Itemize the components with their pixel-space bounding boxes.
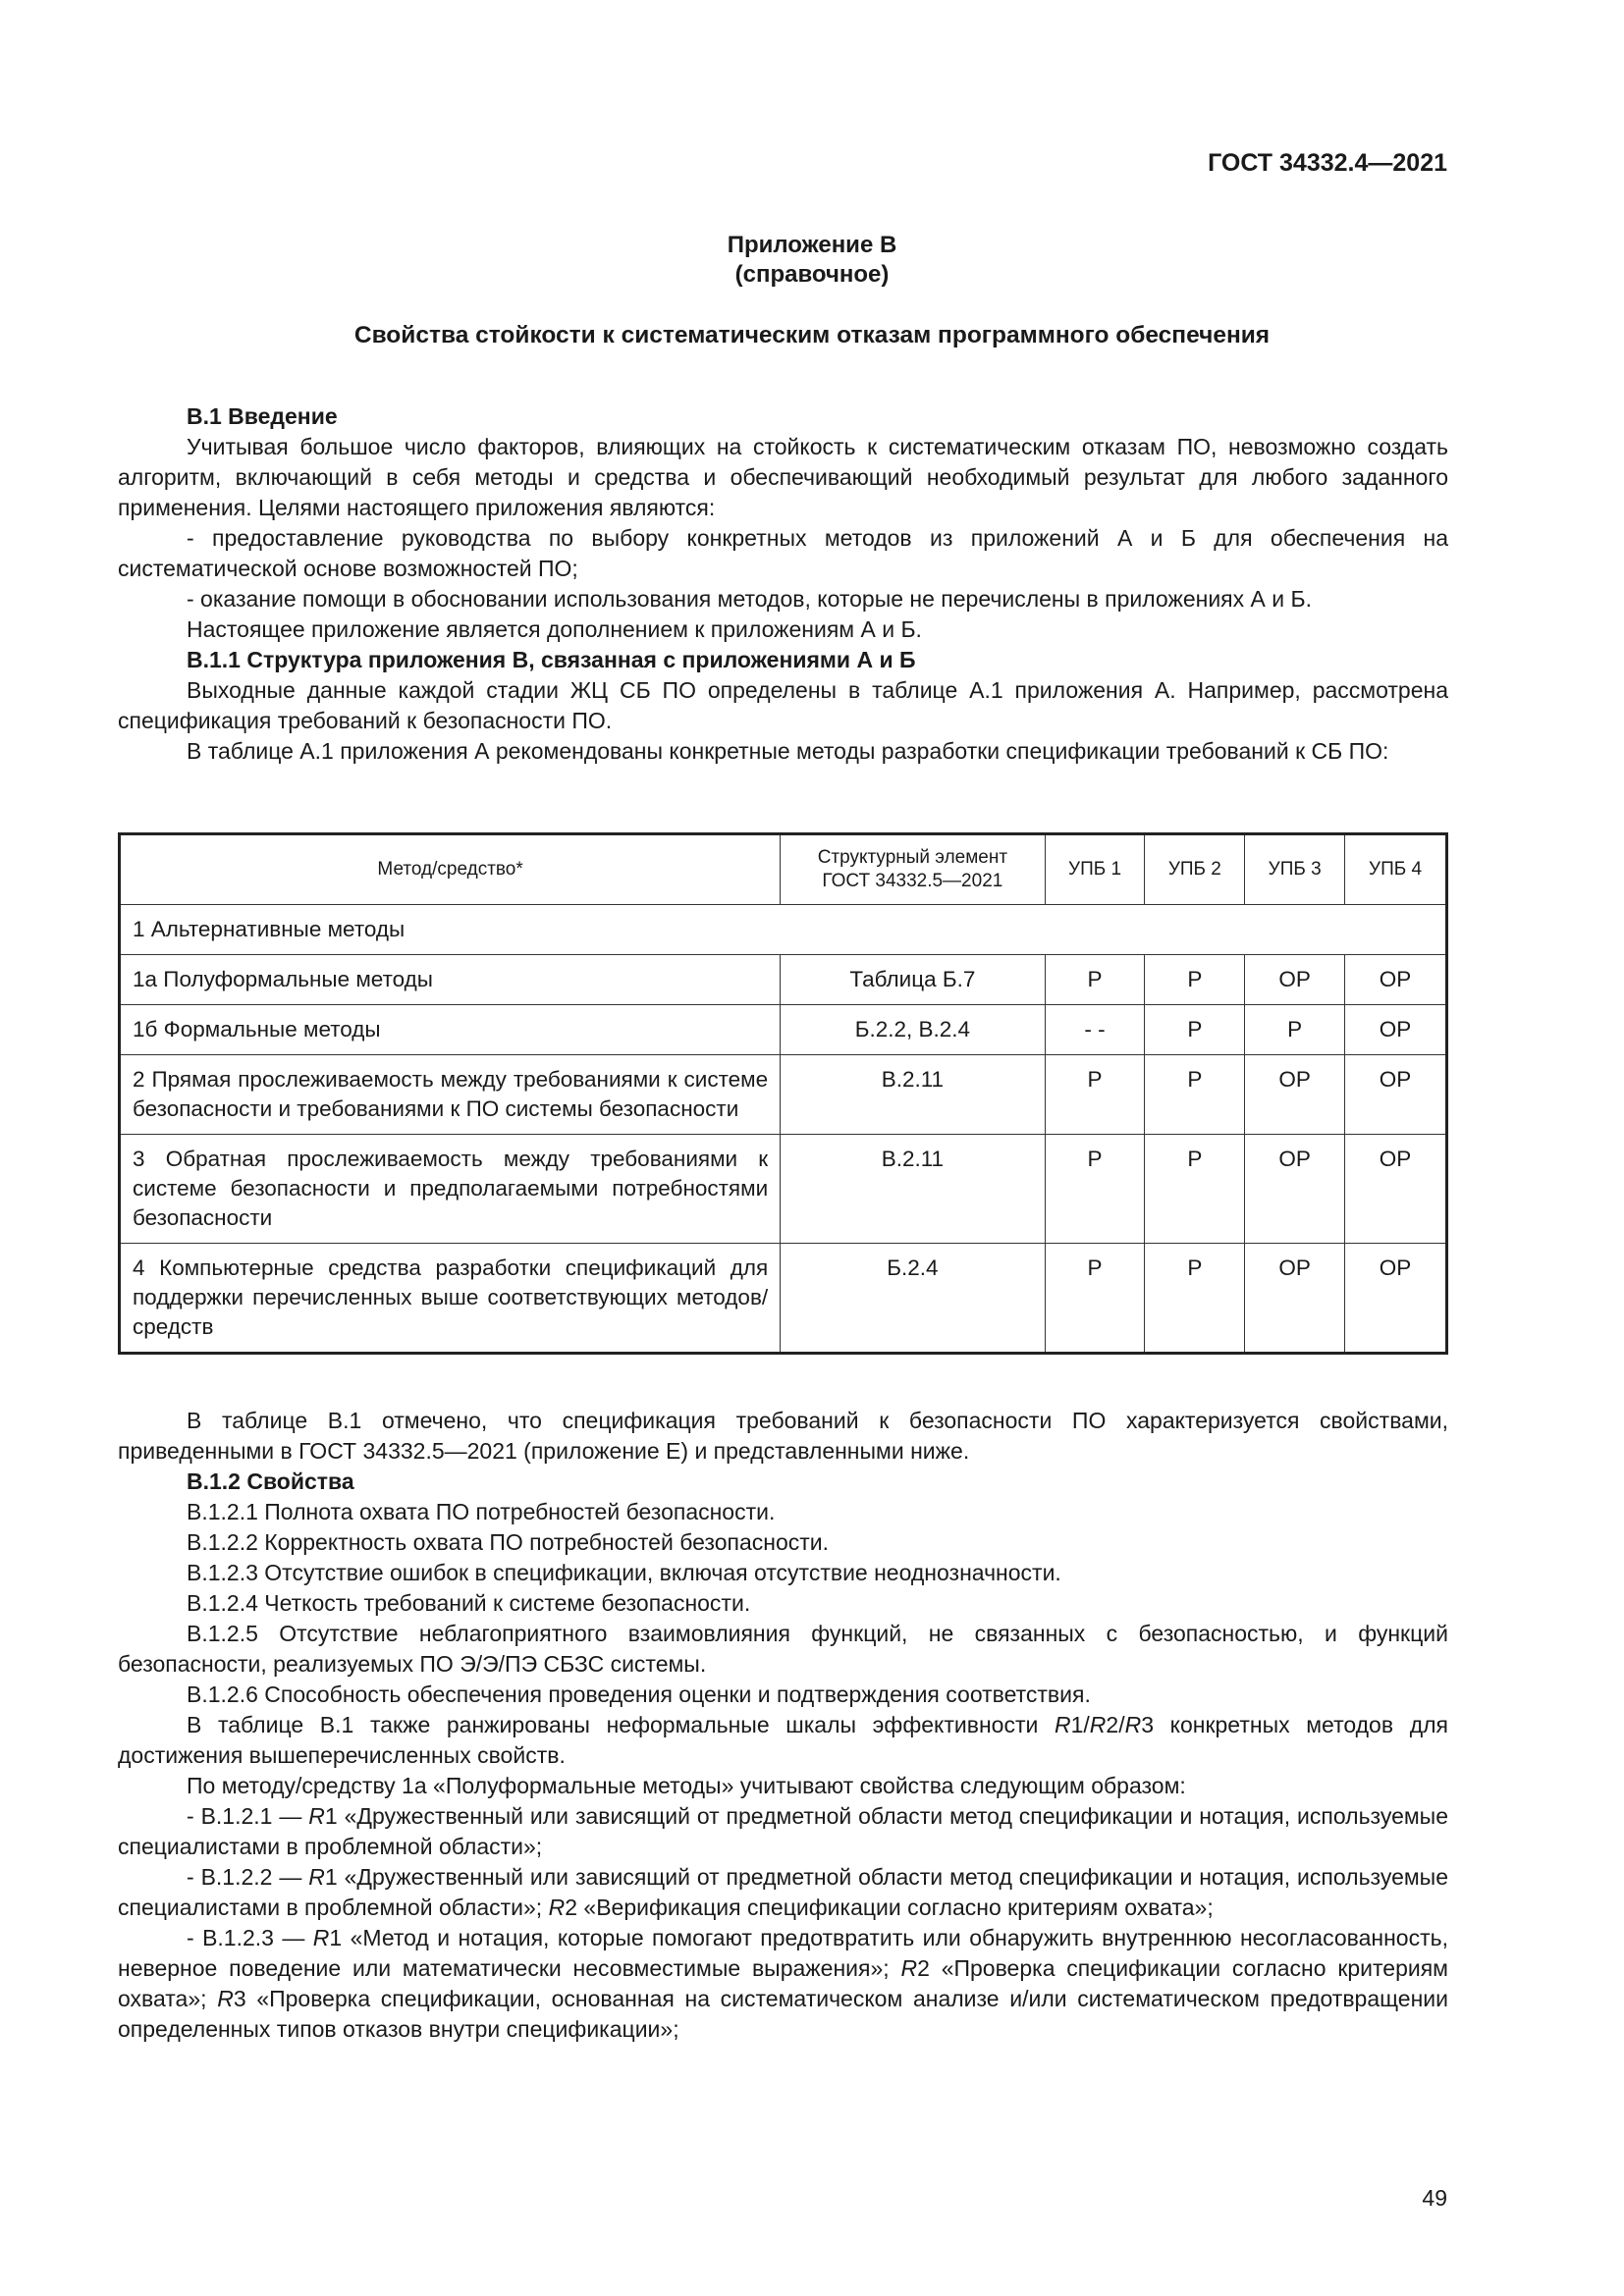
table-header-row (120, 834, 1447, 905)
row-upb1: Р (1045, 955, 1145, 1005)
intro-paragraph-1: Учитывая большое число факторов, влияющих на стойкость к систематическим отказам ПО, невозможно создать алгоритм, включающий в себя методы и средства и обеспечивающий необходимый результат для любого заданного применения. Целями настоящего приложения являются: (118, 434, 1448, 520)
bullet-2-text-2: 2 «Верификация спецификации согласно критериям охвата»; (565, 1895, 1214, 1920)
bullet-3-prefix: - В.1.2.3 — (187, 1925, 313, 1950)
bullet-1-prefix: - В.1.2.1 — (187, 1803, 309, 1829)
table-row (120, 1135, 1447, 1244)
row-upb2: Р (1145, 1244, 1245, 1354)
row-upb2: Р (1145, 1055, 1245, 1135)
property-item: В.1.2.1 Полнота охвата ПО потребностей безопасности. (187, 1499, 776, 1524)
table-row (120, 1005, 1447, 1055)
method-intro-paragraph: По методу/средству 1а «Полуформальные методы» учитывают свойства следующим образом: (187, 1773, 1186, 1798)
intro-paragraph-4: Настоящее приложение является дополнением к приложениям А и Б. (187, 616, 922, 642)
properties-section (118, 1406, 1448, 2045)
header-upb1: УПБ 1 (1045, 834, 1145, 905)
row-upb4: ОР (1345, 1055, 1447, 1135)
row-ref: Б.2.2, В.2.4 (781, 1005, 1045, 1055)
ranking-text-b: 3 конкретных методов для достижения вышеперечисленных свойств. (118, 1712, 1448, 1768)
intro-section (118, 401, 1448, 767)
section-title: Свойства стойкости к систематическим отказам программного обеспечения (353, 322, 1271, 348)
ranking-s2: 2/ (1106, 1712, 1125, 1737)
row-upb2: Р (1145, 955, 1245, 1005)
row-method: 4 Компьютерные средства разработки спецификаций для поддержки перечисленных выше соответствующих методов/средств (120, 1244, 781, 1354)
row-upb3: ОР (1245, 1055, 1345, 1135)
standard-header: ГОСТ 34332.4—2021 (1208, 149, 1447, 177)
intro-paragraph-2: - предоставление руководства по выбору конкретных методов из приложений А и Б для обеспечения на систематической основе возможностей ПО; (118, 525, 1448, 581)
row-upb2: Р (1145, 1005, 1245, 1055)
property-item: В.1.2.2 Корректность охвата ПО потребностей безопасности. (187, 1529, 830, 1555)
property-item: В.1.2.4 Четкость требований к системе безопасности. (187, 1590, 751, 1616)
bullet-1-text: 1 «Дружественный или зависящий от предметной области метод спецификации и нотация, используемые специалистами в проблемной области»; (118, 1803, 1449, 1859)
bullet-3-r2: R (900, 1955, 918, 1981)
bullet-2-r: R (308, 1864, 325, 1890)
property-item: В.1.2.6 Способность обеспечения проведения оценки и подтверждения соответствия. (187, 1682, 1091, 1707)
bullet-1 (118, 1801, 1448, 1862)
bullet-2-prefix: - В.1.2.2 — (187, 1864, 309, 1890)
ranking-paragraph (118, 1710, 1448, 1771)
row-ref: В.2.11 (781, 1055, 1045, 1135)
bullet-3-text: 1 «Метод и нотация, которые помогают предотвратить или обнаружить внутреннюю несогласованность, неверное поведение или математически несовместимые выражения»; (118, 1925, 1449, 1981)
properties-heading: В.1.2 Свойства (187, 1468, 354, 1494)
table-row (120, 1244, 1447, 1354)
ranking-text-a: В таблице В.1 также ранжированы неформальные шкалы эффективности (187, 1712, 1055, 1737)
row-upb3: ОР (1245, 1244, 1345, 1354)
structure-paragraph-1: Выходные данные каждой стадии ЖЦ СБ ПО определены в таблице А.1 приложения А. Например, рассмотрена спецификация требований к безопасности ПО. (118, 677, 1448, 733)
row-upb3: Р (1245, 1005, 1345, 1055)
bullet-2 (118, 1862, 1448, 1923)
intro-heading: В.1 Введение (187, 403, 338, 429)
bullet-3-text-2: 2 «Проверка спецификации согласно критериям охвата»; (118, 1955, 1448, 2011)
ranking-r1: R (1054, 1712, 1071, 1737)
row-upb4: ОР (1345, 1005, 1447, 1055)
row-method: 1а Полуформальные методы (120, 955, 781, 1005)
bullet-3-text-3: 3 «Проверка спецификации, основанная на систематическом анализе и/или систематическом предотвращении определенных типов отказов внутри спецификации»; (118, 1986, 1448, 2042)
row-upb4: ОР (1345, 1244, 1447, 1354)
appendix-subtitle: (справочное) (734, 261, 890, 288)
property-item: В.1.2.5 Отсутствие неблагоприятного взаимовлияния функций, не связанных с безопасностью, и функций безопасности, реализуемых ПО Э/Э/ПЭ СБЗС системы. (118, 1621, 1448, 1677)
appendix-title: Приложение В (727, 232, 897, 258)
row-upb1: Р (1045, 1055, 1145, 1135)
ranking-r2: R (1089, 1712, 1107, 1737)
bullet-3 (118, 1923, 1448, 2045)
row-ref: В.2.11 (781, 1135, 1045, 1244)
row-ref: Б.2.4 (781, 1244, 1045, 1354)
intro-paragraph-3: - оказание помощи в обосновании использования методов, которые не перечислены в приложениях А и Б. (187, 586, 1312, 612)
ranking-s1: 1/ (1070, 1712, 1090, 1737)
row-upb3: ОР (1245, 1135, 1345, 1244)
table-row (120, 1055, 1447, 1135)
header-upb3: УПБ 3 (1245, 834, 1345, 905)
row-method: 1б Формальные методы (120, 1005, 781, 1055)
methods-table (118, 832, 1448, 1355)
bullet-2-text: 1 «Дружественный или зависящий от предметной области метод спецификации и нотация, используемые специалистами в проблемной области»; (118, 1864, 1449, 1920)
structure-paragraph-2: В таблице А.1 приложения А рекомендованы конкретные методы разработки спецификации требований к СБ ПО: (187, 738, 1389, 764)
after-table-paragraph: В таблице В.1 отмечено, что спецификация требований к безопасности ПО характеризуется свойствами, приведенными в ГОСТ 34332.5—2021 (приложение Е) и представленными ниже. (118, 1408, 1448, 1464)
bullet-1-r: R (308, 1803, 325, 1829)
row-upb3: ОР (1245, 955, 1345, 1005)
row-method: 2 Прямая прослеживаемость между требованиями к системе безопасности и требованиями к ПО системы безопасности (120, 1055, 781, 1135)
structure-heading: В.1.1 Структура приложения В, связанная с приложениями А и Б (187, 647, 916, 672)
header-method: Метод/средство* (120, 834, 781, 905)
header-upb2: УПБ 2 (1145, 834, 1245, 905)
group-label: 1 Альтернативные методы (120, 905, 1447, 955)
row-upb1: Р (1045, 1135, 1145, 1244)
bullet-3-r3: R (217, 1986, 234, 2011)
table-group-row (120, 905, 1447, 955)
row-method: 3 Обратная прослеживаемость между требованиями к системе безопасности и предполагаемыми потребностями безопасности (120, 1135, 781, 1244)
bullet-3-r: R (312, 1925, 330, 1950)
row-upb4: ОР (1345, 955, 1447, 1005)
ranking-r3: R (1124, 1712, 1142, 1737)
property-item: В.1.2.3 Отсутствие ошибок в спецификации, включая отсутствие неоднозначности. (187, 1560, 1061, 1585)
header-upb4: УПБ 4 (1345, 834, 1447, 905)
row-upb4: ОР (1345, 1135, 1447, 1244)
table-row (120, 955, 1447, 1005)
row-upb2: Р (1145, 1135, 1245, 1244)
row-upb1: Р (1045, 1244, 1145, 1354)
page-number: 49 (1422, 2185, 1447, 2211)
row-upb1: - - (1045, 1005, 1145, 1055)
row-ref: Таблица Б.7 (781, 955, 1045, 1005)
header-structural-element: Структурный элемент ГОСТ 34332.5—2021 (781, 834, 1045, 905)
bullet-2-r2: R (548, 1895, 566, 1920)
